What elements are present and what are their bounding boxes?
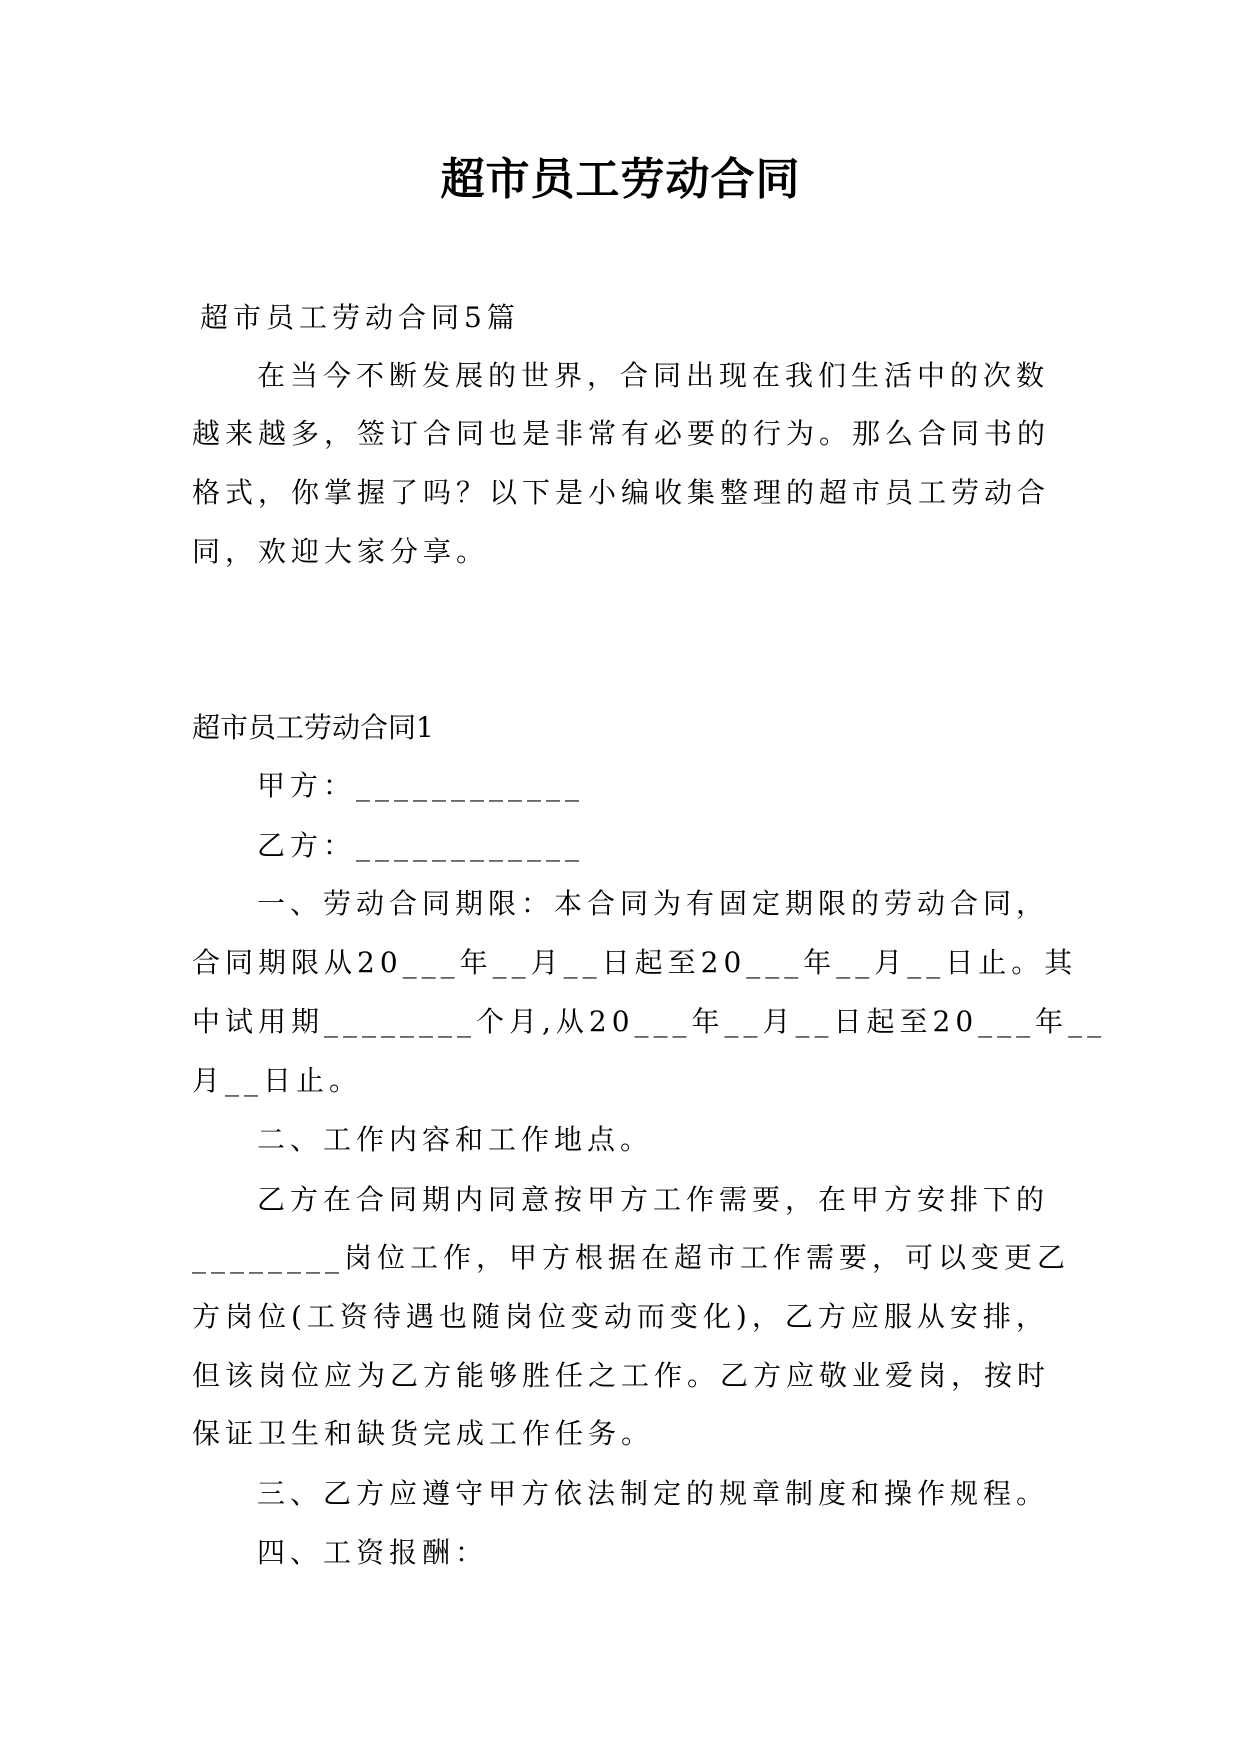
clause-1-line: 合同期限从20___年__月__日起至20___年__月__日止。其 [192, 946, 1078, 979]
clause-2-line: 但该岗位应为乙方能够胜任之工作。乙方应敬业爱岗，按时 [192, 1359, 1051, 1392]
clause-4-heading: 四、工资报酬： [257, 1536, 489, 1569]
section-heading: 超市员工劳动合同1 [192, 711, 434, 744]
clause-2-line: 乙方在合同期内同意按甲方工作需要，在甲方安排下的 [257, 1183, 1050, 1216]
intro-line: 在当今不断发展的世界，合同出现在我们生活中的次数 [257, 359, 1050, 392]
intro-line: 越来越多，签订合同也是非常有必要的行为。那么合同书的 [192, 417, 1051, 450]
clause-3-line: 三、乙方应遵守甲方依法制定的规章制度和操作规程。 [257, 1477, 1050, 1510]
party-b-line: 乙方：____________ [257, 829, 585, 862]
document-title: 超市员工劳动合同 [440, 154, 801, 205]
document-subtitle: 超市员工劳动合同5篇 [200, 301, 520, 334]
intro-line: 格式，你掌握了吗？以下是小编收集整理的超市员工劳动合 [192, 476, 1051, 509]
party-a-line: 甲方：____________ [257, 769, 585, 802]
clause-2-line: 方岗位(工资待遇也随岗位变动而变化)，乙方应服从安排， [192, 1300, 1049, 1333]
clause-2-line: 保证卫生和缺货完成工作任务。 [192, 1417, 655, 1450]
clause-1-line: 中试用期________个月,从20___年__月__日起至20___年__ [192, 1005, 1107, 1038]
clause-2-heading: 二、工作内容和工作地点。 [257, 1123, 654, 1156]
clause-1-line: 月__日止。 [192, 1064, 363, 1097]
intro-line: 同，欢迎大家分享。 [192, 535, 490, 568]
clause-2-line: ________岗位工作，甲方根据在超市工作需要，可以变更乙 [192, 1241, 1071, 1274]
clause-1-line: 一、劳动合同期限：本合同为有固定期限的劳动合同， [257, 887, 1050, 920]
